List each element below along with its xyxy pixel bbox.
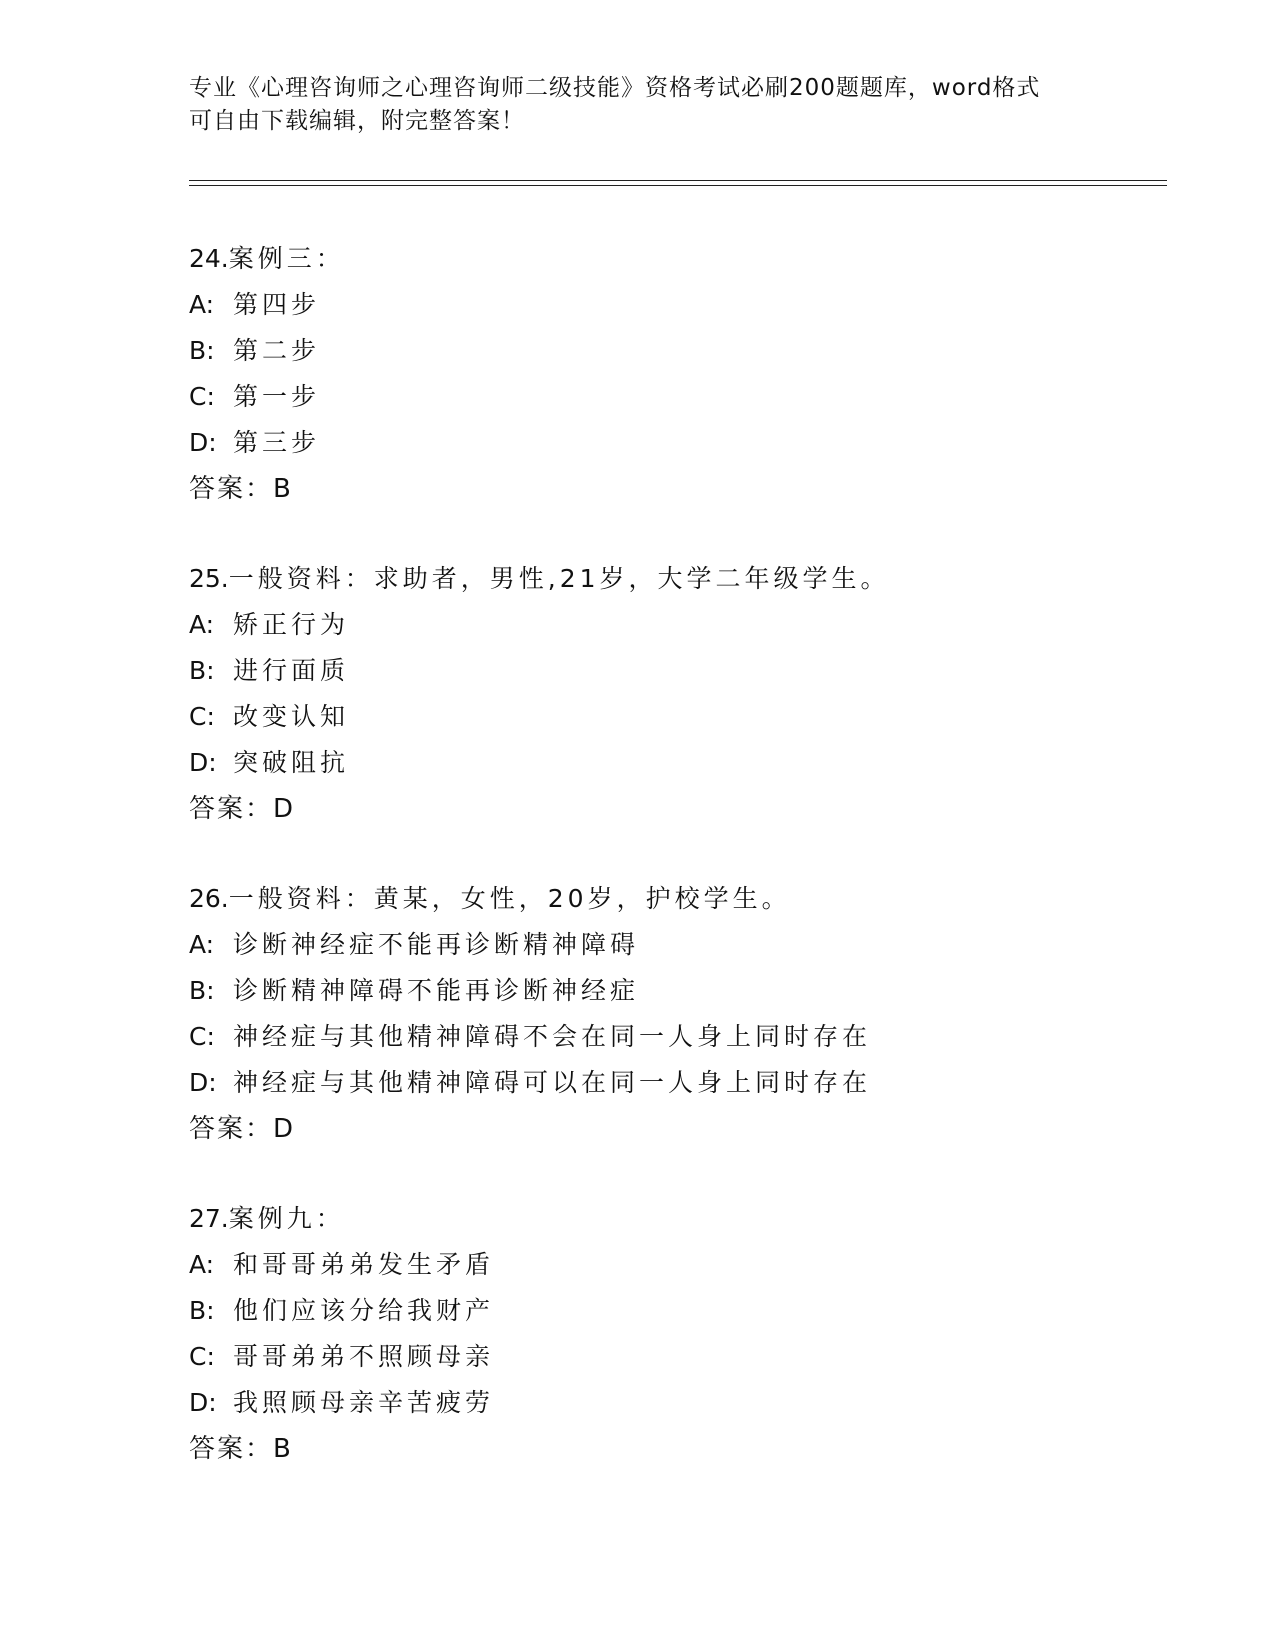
question-stem <box>189 876 1169 922</box>
question-27 <box>189 1196 1169 1472</box>
option-text: 我照顾母亲辛苦疲劳 <box>233 1388 495 1417</box>
option-b <box>189 328 1169 374</box>
option-d <box>189 1060 1169 1106</box>
option-text: 他们应该分给我财产 <box>233 1296 495 1325</box>
option-key: C: <box>189 702 215 731</box>
option-key: A: <box>189 610 215 639</box>
option-d <box>189 740 1169 786</box>
option-a <box>189 282 1169 328</box>
option-text: 进行面质 <box>233 656 350 685</box>
option-text: 第四步 <box>233 290 321 319</box>
question-number: 25. <box>189 564 229 593</box>
option-key: D: <box>189 1068 217 1097</box>
option-key: D: <box>189 428 217 457</box>
option-text: 诊断精神障碍不能再诊断神经症 <box>233 976 640 1005</box>
question-text: 案例三： <box>228 244 345 273</box>
option-a <box>189 922 1169 968</box>
option-a <box>189 602 1169 648</box>
option-key: D: <box>189 748 217 777</box>
option-a <box>189 1242 1169 1288</box>
answer-line: 答案：D <box>189 1114 296 1144</box>
question-stem <box>189 236 1169 282</box>
option-c <box>189 1014 1169 1060</box>
question-stem <box>189 1196 1169 1242</box>
option-b <box>189 648 1169 694</box>
option-c <box>189 694 1169 740</box>
option-key: C: <box>189 1342 215 1371</box>
option-text: 第二步 <box>233 336 321 365</box>
question-stem <box>189 556 1169 602</box>
question-number: 24. <box>189 244 229 273</box>
question-24 <box>189 236 1169 512</box>
question-26 <box>189 876 1169 1152</box>
option-b <box>189 968 1169 1014</box>
document-header <box>189 72 1089 138</box>
option-key: C: <box>189 1022 215 1051</box>
option-key: A: <box>189 930 215 959</box>
option-key: B: <box>189 656 215 685</box>
option-key: A: <box>189 1250 215 1279</box>
option-d <box>189 1380 1169 1426</box>
option-text: 矫正行为 <box>233 610 350 639</box>
option-text: 哥哥弟弟不照顾母亲 <box>233 1342 495 1371</box>
question-list <box>189 236 1169 1516</box>
option-key: C: <box>189 382 215 411</box>
option-key: B: <box>189 336 215 365</box>
option-key: D: <box>189 1388 217 1417</box>
option-c <box>189 374 1169 420</box>
header-divider-top <box>189 180 1167 181</box>
question-number: 27. <box>189 1204 229 1233</box>
option-b <box>189 1288 1169 1334</box>
option-text: 第一步 <box>233 382 321 411</box>
header-divider-bottom <box>189 185 1167 186</box>
option-key: B: <box>189 1296 215 1325</box>
option-c <box>189 1334 1169 1380</box>
option-text: 第三步 <box>233 428 321 457</box>
answer-line: 答案：D <box>189 794 296 824</box>
question-number: 26. <box>189 884 229 913</box>
option-key: A: <box>189 290 215 319</box>
question-text: 一般资料：黄某，女性，20岁，护校学生。 <box>228 884 791 913</box>
option-text: 神经症与其他精神障碍不会在同一人身上同时存在 <box>233 1022 872 1051</box>
answer-line: 答案：B <box>189 1434 293 1464</box>
question-text: 案例九： <box>228 1204 345 1233</box>
answer-line: 答案：B <box>189 474 293 504</box>
option-text: 突破阻抗 <box>233 748 350 777</box>
header-line-1: 专业《心理咨询师之心理咨询师二级技能》资格考试必刷200题题库，word格式 <box>189 75 1041 101</box>
option-text: 诊断神经症不能再诊断精神障碍 <box>233 930 640 959</box>
option-d <box>189 420 1169 466</box>
option-key: B: <box>189 976 215 1005</box>
question-25 <box>189 556 1169 832</box>
option-text: 和哥哥弟弟发生矛盾 <box>233 1250 495 1279</box>
header-line-2: 可自由下载编辑，附完整答案！ <box>189 108 525 134</box>
option-text: 改变认知 <box>233 702 350 731</box>
question-text: 一般资料：求助者，男性,21岁，大学二年级学生。 <box>228 564 890 593</box>
option-text: 神经症与其他精神障碍可以在同一人身上同时存在 <box>233 1068 872 1097</box>
